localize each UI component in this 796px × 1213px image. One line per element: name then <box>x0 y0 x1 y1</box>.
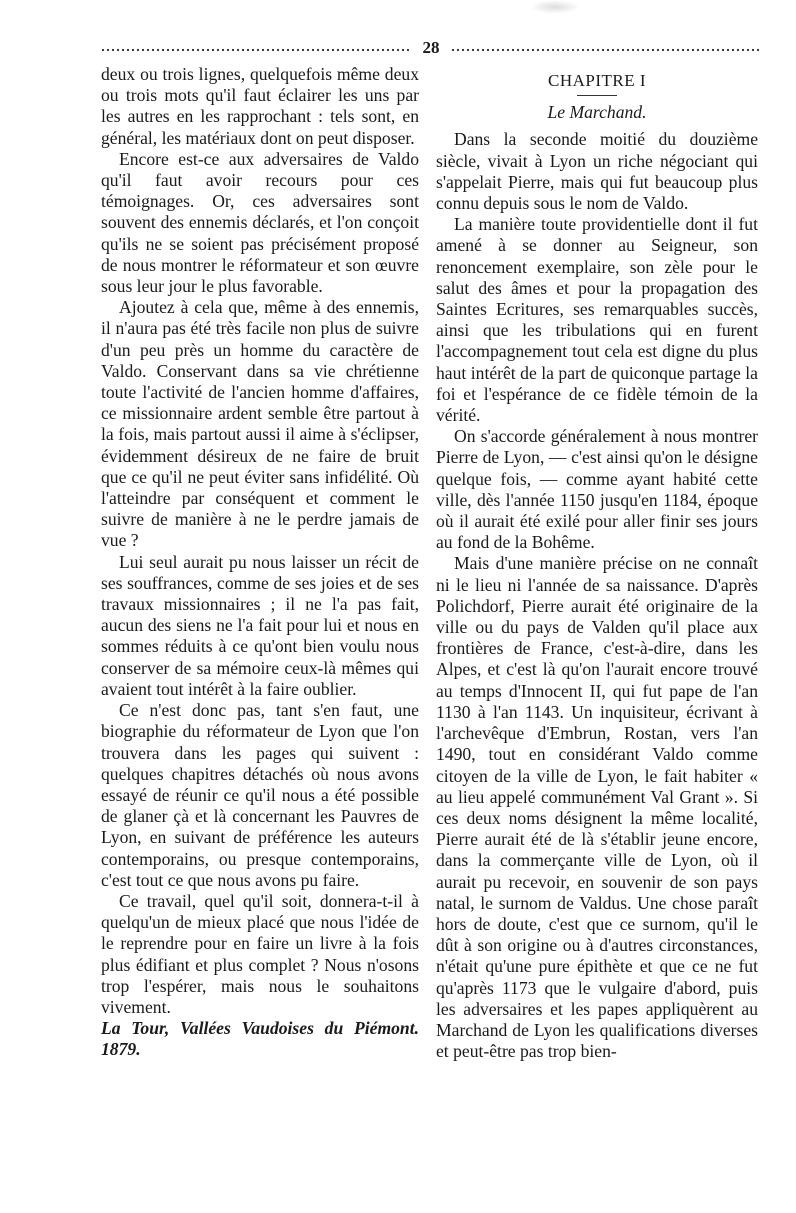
paper-stain <box>530 0 580 14</box>
title-divider <box>577 95 617 96</box>
chapter-subtitle: Le Marchand. <box>547 102 647 123</box>
page-header <box>100 38 760 60</box>
paragraph: Ce travail, quel qu'il soit, donnera-t-il à quelqu'un de mieux placé que nous l'idée de le reprendre pour en faire un livre à la fois plus édifiant et plus complet ? Nous n'osons trop l'espérer, mais nous le souhaitons vivement. <box>101 890 419 1017</box>
left-column <box>101 64 419 1061</box>
paragraph: La manière toute providentielle dont il fut amené à se donner au Seigneur, son renoncement exemplaire, son zèle pour le salut des âmes et pour la propagation des Saintes Ecritures, ses remarquables succès, ainsi que les tribulations qui en furent l'accompagnement tout cela est digne du plus haut intérêt de la part de quiconque partage la foi et l'espérance de ce fidèle témoin de la vérité. <box>436 214 758 426</box>
paragraph: Ce n'est donc pas, tant s'en faut, une biographie du réformateur de Lyon que l'on trouvera dans les pages qui suivent : quelques chapitres détachés où nous avons essayé de réunir ce qu'il nous a été possible de glaner çà et là concernant les Pauvres de Lyon, en suivant de préférence les auteurs contemporains, ou presque contemporains, c'est tout ce que nous avons pu faire. <box>101 700 419 890</box>
header-ornament-left <box>100 48 410 52</box>
header-ornament-right <box>450 48 760 52</box>
right-column <box>436 64 758 1062</box>
page-number: 28 <box>422 38 440 57</box>
chapter-title: CHAPITRE I <box>547 71 647 90</box>
paragraph: Lui seul aurait pu nous laisser un récit de ses souffrances, comme de ses joies et de ses travaux missionnaires ; il ne l'a pas fait, aucun des siens ne l'a fait pour lui et nous en sommes réduits à ce qu'ont bien voulu nous conserver de sa mémoire ceux-là mêmes qui avaient tout intérêt à la faire oublier. <box>101 551 419 699</box>
paragraph: Ajoutez à cela que, même à des ennemis, il n'aura pas été très facile non plus de suivre d'un peu près un homme du caractère de Valdo. Conservant dans sa vie chrétienne toute l'activité de l'ancien homme d'affaires, ce missionnaire ardent semble être partout à la fois, mais partout aussi il aime à s'éclipser, évidemment désireux de ne faire de bruit que ce qu'il ne peut éviter sans infidélité. Où l'atteindre par conséquent et comment le suivre de manière à ne le perdre jamais de vue ? <box>101 297 419 551</box>
paragraph: Dans la seconde moitié du douzième siècle, vivait à Lyon un riche négociant qui s'appelait Pierre, mais qui fut beaucoup plus connu depuis sous le nom de Valdo. <box>436 129 758 214</box>
paragraph: On s'accorde généralement à nous montrer Pierre de Lyon, — c'est ainsi qu'on le désigne quelque fois, — comme ayant habité cette ville, dès l'année 1150 jusqu'en 1184, époque où il aurait été exilé pour aller finir ses jours au fond de la Bohême. <box>436 426 758 553</box>
paragraph: deux ou trois lignes, quelquefois même deux ou trois mots qu'il faut éclairer les uns par les autres en les rapprochant : tels sont, en général, les matériaux dont on peut disposer. <box>101 64 419 148</box>
paragraph: Encore est-ce aux adversaires de Valdo qu'il faut avoir recours pour ces témoignages. Or, ces adversaires sont souvent des ennemis déclarés, et l'on conçoit qu'ils ne se soient pas précisément proposé de nous montrer le réformateur et son œuvre sous leur jour le plus favorable. <box>101 148 419 297</box>
paragraph: Mais d'une manière précise on ne connaît ni le lieu ni l'année de sa naissance. D'après Polichdorf, Pierre aurait été originaire de la ville ou du pays de Valden qu'il place aux frontières de France, c'est-à-dire, dans les Alpes, et c'est là qu'on l'aurait encore trouvé au temps d'Innocent II, qui fut pape de l'an 1130 à l'an 1143. Un inquisiteur, écrivant à l'archevêque d'Embrun, Rostan, vers l'an 1490, tout en considérant Valdo comme citoyen de la ville de Lyon, le fait habiter « au lieu appelé communément Val Grant ». Si ces deux noms désignent la même localité, Pierre aurait été de là s'établir jeune encore, dans la commerçante ville de Lyon, où il aurait pu recevoir, en souvenir de son pays natal, le surnom de Valdus. Une chose paraît hors de doute, c'est que ce surnom, qu'il le dût à son origine ou à d'autres circonstances, n'était qu'une pure épithète et que ce ne fut qu'après 1173 que le vulgaire d'abord, puis les adversaires et les papes appliquèrent au Marchand de Lyon les qualifications diverses et peut-être pas trop bien- <box>436 553 758 1062</box>
signature: La Tour, Vallées Vaudoises du Piémont. 1879. <box>101 1018 419 1060</box>
